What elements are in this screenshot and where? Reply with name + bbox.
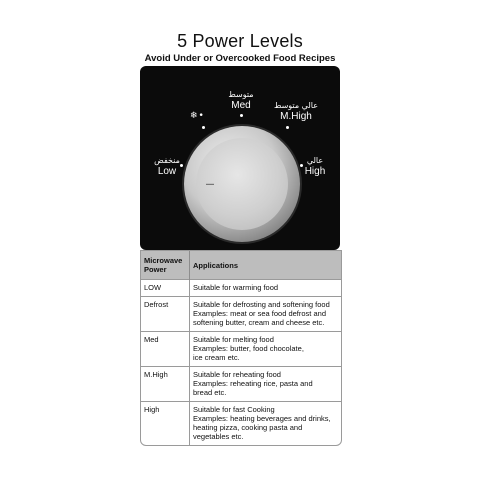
- snowflake-drop-icon: ❄•: [190, 111, 205, 121]
- applications-cell: [190, 402, 342, 446]
- power-dial-face: [196, 138, 288, 230]
- power-cell: Defrost: [141, 297, 190, 332]
- table-row: [141, 367, 341, 402]
- dial-label-low-ar: منخفض: [154, 156, 180, 165]
- app-line: bread etc.: [193, 388, 227, 397]
- power-cell: Med: [141, 332, 190, 367]
- app-line: Suitable for defrosting and softening food: [193, 300, 330, 309]
- table-row: [141, 402, 341, 446]
- power-cell: M.High: [141, 367, 190, 402]
- dial-label-med-en: Med: [231, 100, 251, 111]
- dial-label-low-en: Low: [157, 166, 177, 177]
- app-line: Examples: meat or sea food defrost and: [193, 309, 326, 318]
- app-line: heating pizza, cooking pasta and: [193, 423, 303, 432]
- power-dial-knob[interactable]: [184, 126, 300, 242]
- applications-cell: [190, 280, 342, 297]
- page-title: 5 Power Levels: [177, 31, 303, 51]
- app-line: Suitable for fast Cooking: [193, 405, 275, 414]
- dial-label-high-en: High: [304, 166, 326, 177]
- table-header-row: [141, 251, 341, 280]
- app-line: vegetables etc.: [193, 432, 244, 441]
- applications-cell: [190, 367, 342, 402]
- app-line: Examples: heating beverages and drinks,: [193, 414, 331, 423]
- app-line: Suitable for reheating food: [193, 370, 281, 379]
- heading: [0, 30, 480, 65]
- app-line: Examples: butter, food chocolate,: [193, 344, 304, 353]
- control-panel: [140, 66, 340, 250]
- tick-mark: [240, 114, 243, 117]
- app-line: Examples: reheating rice, pasta and: [193, 379, 313, 388]
- dial-label-mhigh-en: M.High: [280, 111, 312, 122]
- power-cell: High: [141, 402, 190, 446]
- app-line: ice cream etc.: [193, 353, 240, 362]
- header-power: Microwave Power: [141, 251, 190, 280]
- dial-label-high: [298, 156, 332, 177]
- app-line: softening butter, cream and cheese etc.: [193, 318, 325, 327]
- tick-mark: [202, 126, 205, 129]
- dial-label-mhigh-ar: عالي متوسط: [274, 101, 318, 110]
- tick-mark: [180, 164, 183, 167]
- header-applications: Applications: [190, 251, 342, 280]
- dial-label-mhigh: [270, 101, 322, 122]
- applications-cell: [190, 332, 342, 367]
- power-cell: LOW: [141, 280, 190, 297]
- applications-cell: [190, 297, 342, 332]
- power-table: [140, 250, 342, 446]
- tick-mark: [286, 126, 289, 129]
- table-row: [141, 297, 341, 332]
- dial-logo: ▬▬: [206, 181, 214, 186]
- app-line: Suitable for melting food: [193, 335, 274, 344]
- app-line: Suitable for warming food: [193, 283, 279, 292]
- dial-label-med-ar: متوسط: [228, 90, 254, 99]
- table-row: [141, 280, 341, 297]
- dial-label-high-ar: عالي: [306, 156, 324, 165]
- page-subtitle: Avoid Under or Overcooked Food Recipes: [144, 53, 336, 64]
- tick-mark: [300, 164, 303, 167]
- dial-label-med: [218, 90, 264, 111]
- table-row: [141, 332, 341, 367]
